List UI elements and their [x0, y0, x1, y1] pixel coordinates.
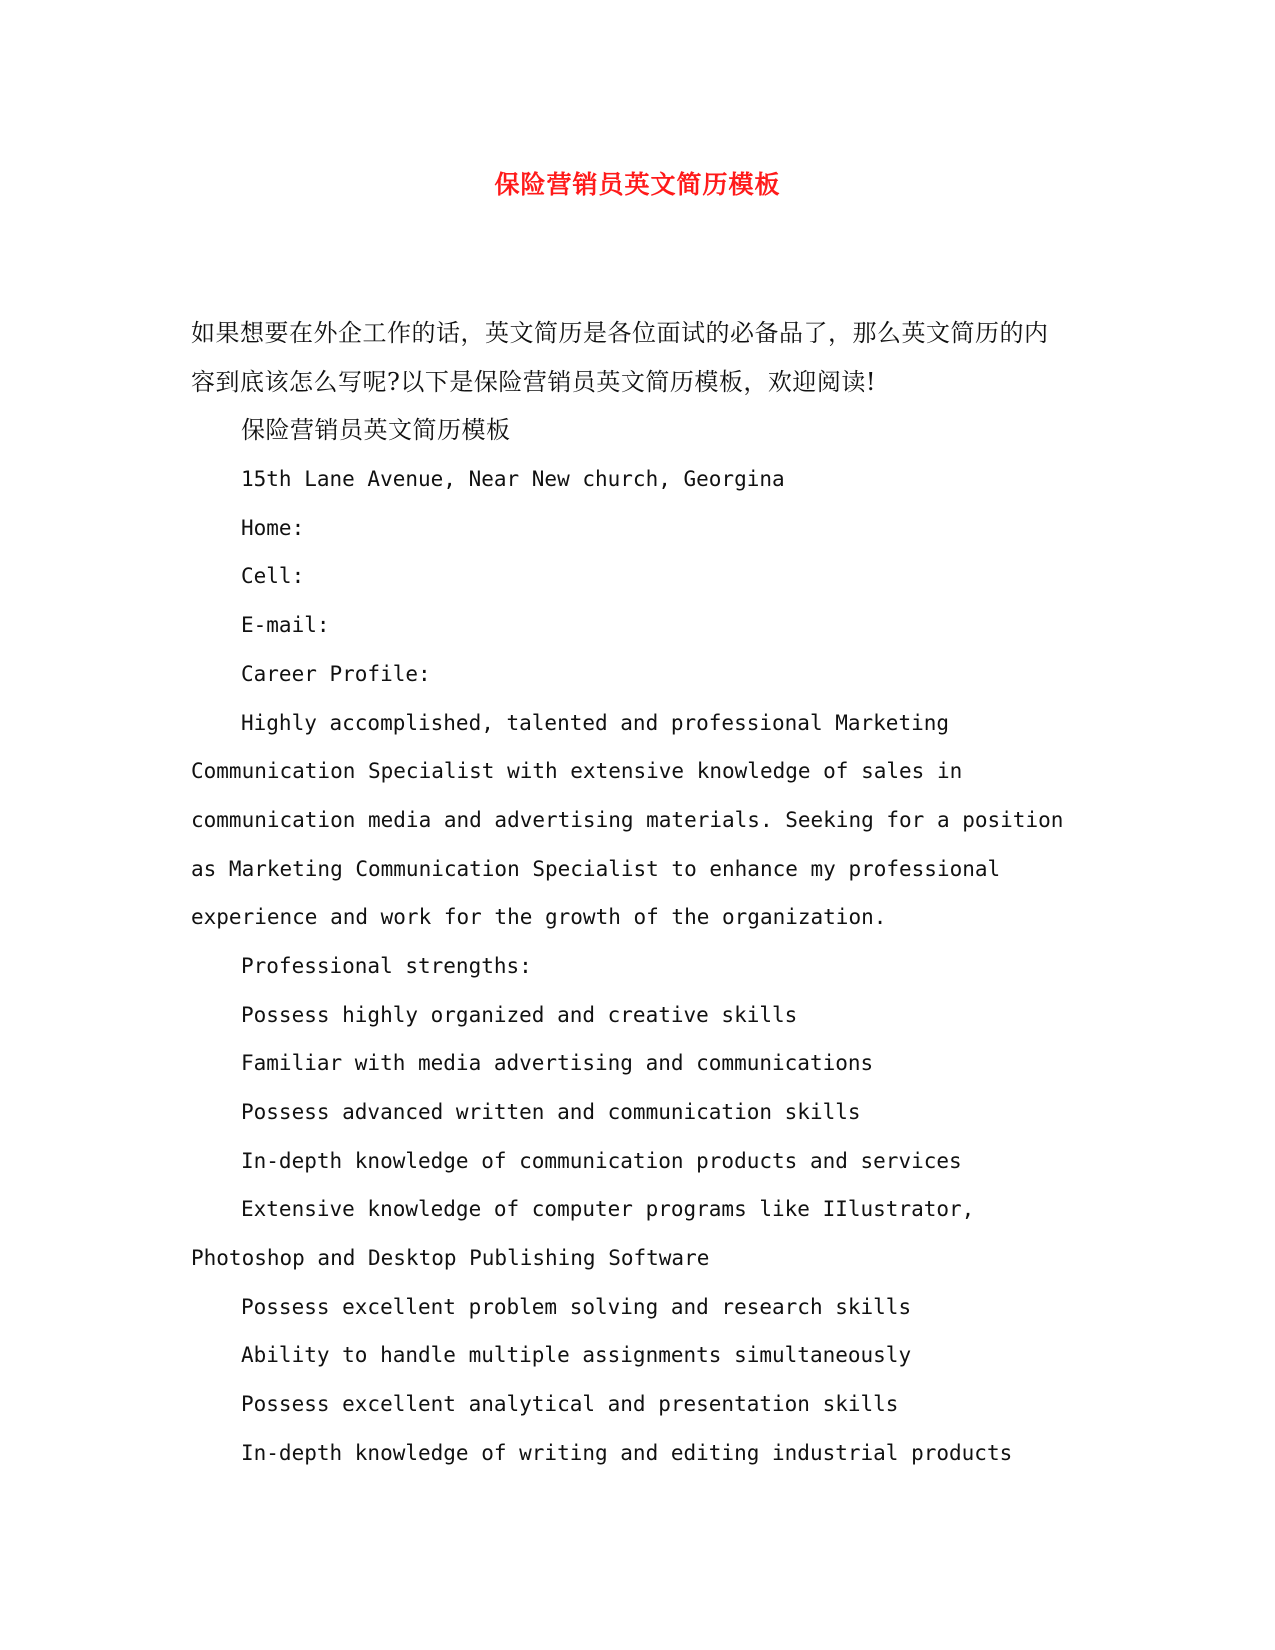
body-line: Professional strengths:	[241, 953, 532, 978]
body-line: Ability to handle multiple assignments simultaneously	[241, 1343, 912, 1368]
body-line: Possess advanced written and communication skills	[241, 1100, 861, 1124]
body-line: Possess excellent analytical and presentation skills	[241, 1392, 899, 1417]
body-line: 如果想要在外企工作的话，英文简历是各位面试的必备品了，那么英文简历的内	[191, 319, 1049, 347]
body-line: communication media and advertising materials. Seeking for a position	[191, 807, 1064, 832]
body-line: Possess excellent problem solving and research skills	[241, 1294, 912, 1319]
body-line: Familiar with media advertising and communications	[241, 1051, 874, 1076]
body-line: 保险营销员英文简历模板	[241, 416, 511, 445]
body-line: Photoshop and Desktop Publishing Software	[191, 1246, 710, 1271]
body-line: In-depth knowledge of communication products and services	[241, 1148, 962, 1173]
body-line: Communication Specialist with extensive knowledge of sales in	[191, 759, 963, 784]
body-line: 容到底该怎么写呢?以下是保险营销员英文简历模板，欢迎阅读!	[191, 367, 877, 396]
body-line: Career Profile:	[241, 661, 431, 686]
body-line: In-depth knowledge of writing and editing industrial products	[241, 1440, 1013, 1465]
body-line: 15th Lane Avenue, Near New church, Georgina	[241, 467, 785, 492]
body-line: E-mail:	[241, 613, 330, 638]
body-line: Highly accomplished, talented and professional Marketing	[241, 710, 950, 735]
body-line: Extensive knowledge of computer programs like IIlustrator,	[241, 1197, 975, 1222]
body-line: Cell:	[241, 564, 305, 589]
document-body	[191, 309, 1071, 1478]
body-line: Home:	[241, 515, 305, 540]
body-line: experience and work for the growth of the organization.	[191, 905, 887, 930]
document-title: 保险营销员英文简历模板	[494, 170, 781, 199]
body-line: as Marketing Communication Specialist to enhance my professional	[191, 856, 1001, 881]
body-line: Possess highly organized and creative skills	[241, 1002, 798, 1027]
